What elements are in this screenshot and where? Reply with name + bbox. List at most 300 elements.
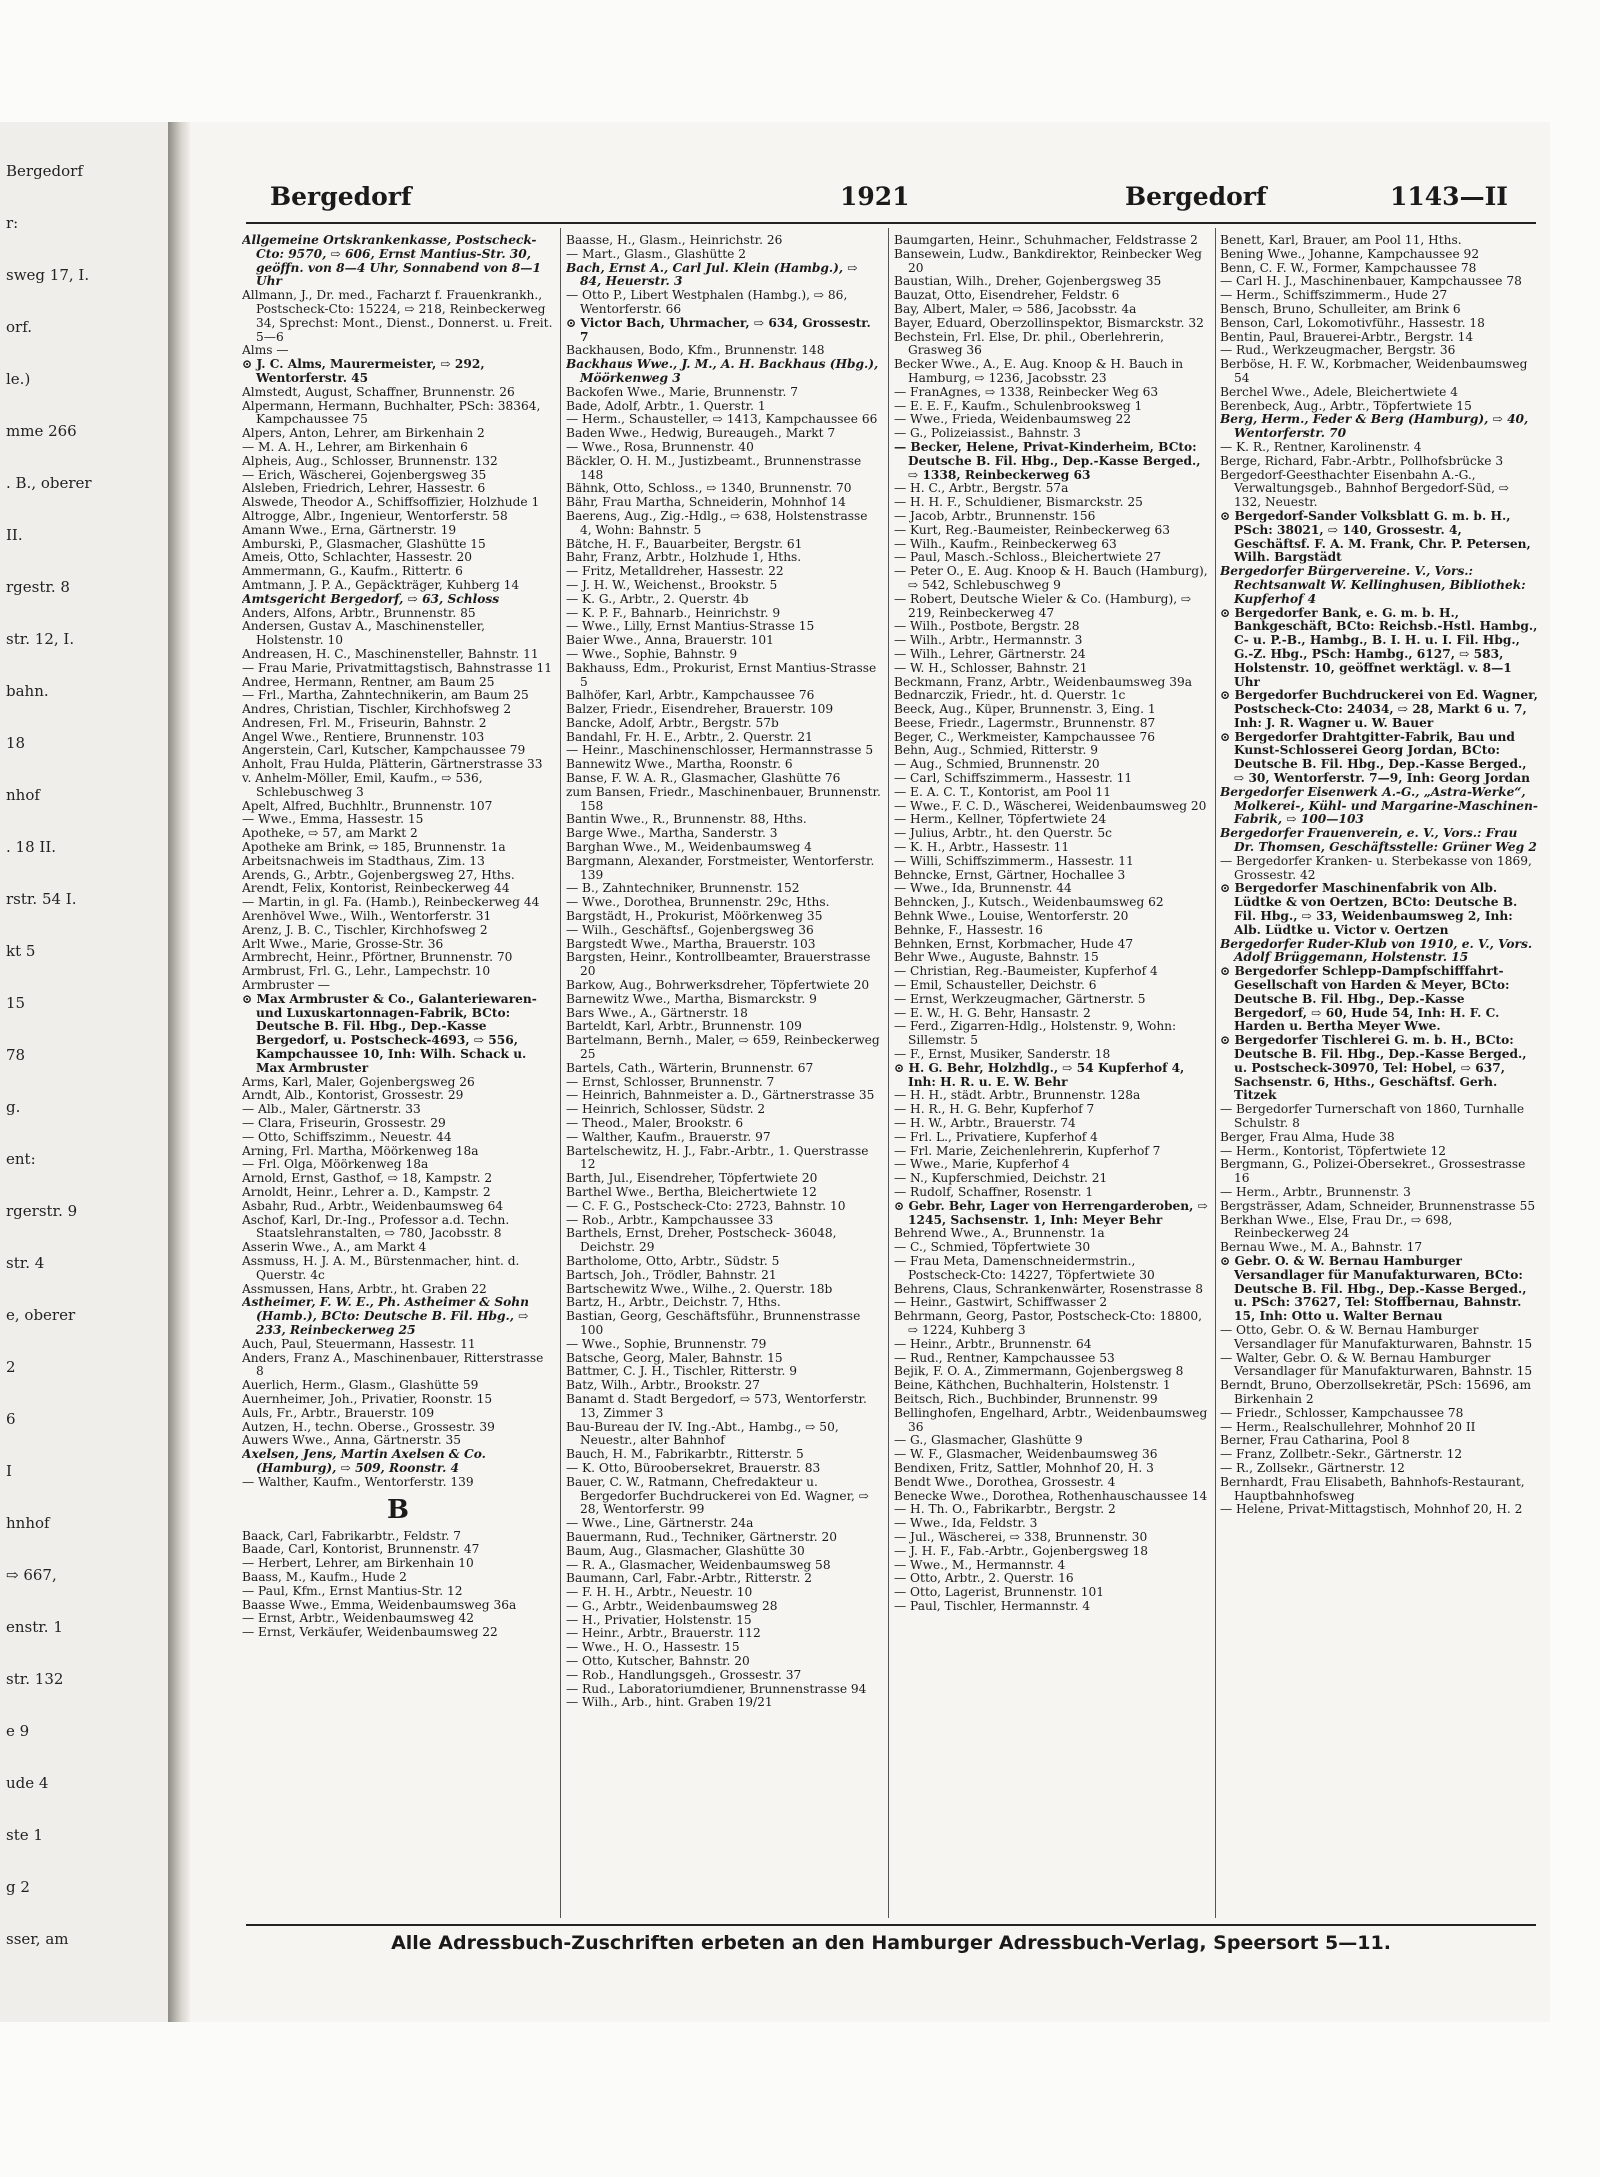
directory-entry: — Otto P., Libert Westphalen (Hambg.), ⇨ 86, Wentorferstr. 66 bbox=[566, 288, 848, 316]
adjacent-page-text: 78 bbox=[6, 1046, 26, 1064]
directory-entry: Asserin Wwe., A., am Markt 4 bbox=[242, 1240, 427, 1255]
directory-entry: Bancke, Adolf, Arbtr., Bergstr. 57b bbox=[566, 715, 779, 730]
directory-entry: Bade, Adolf, Arbtr., 1. Querstr. 1 bbox=[566, 398, 766, 413]
directory-entry: — Ernst, Verkäufer, Weidenbaumsweg 22 bbox=[242, 1625, 498, 1640]
directory-entry: — H., Privatier, Holstenstr. 15 bbox=[566, 1612, 752, 1627]
adjacent-page-text: orf. bbox=[6, 318, 32, 336]
directory-entry: — Frl., Martha, Zahntechnikerin, am Baum 25 bbox=[242, 688, 529, 703]
directory-entry: Bakhauss, Edm., Prokurist, Ernst Mantius-Strasse 5 bbox=[566, 660, 877, 689]
directory-entry: Baustian, Wilh., Dreher, Gojenbergsweg 35 bbox=[894, 274, 1162, 289]
directory-entry: Bensch, Bruno, Schulleiter, am Brink 6 bbox=[1220, 301, 1461, 316]
directory-entry: — Alb., Maler, Gärtnerstr. 33 bbox=[242, 1102, 421, 1117]
directory-entry: Bentin, Paul, Brauerei-Arbtr., Bergstr. 14 bbox=[1220, 329, 1474, 344]
directory-entry: Berchel Wwe., Adele, Bleichertwiete 4 bbox=[1220, 384, 1458, 399]
directory-entry: — Wwe., Frieda, Weidenbaumsweg 22 bbox=[894, 412, 1132, 427]
directory-entry: — H. H., städt. Arbtr., Brunnenstr. 128a bbox=[894, 1088, 1141, 1103]
directory-entry: Arends, G., Arbtr., Gojenbergsweg 27, Hths. bbox=[242, 867, 515, 882]
adjacent-page-text: II. bbox=[6, 526, 23, 544]
directory-entry: — Rud., Werkzeugmacher, Bergstr. 36 bbox=[1220, 343, 1456, 358]
directory-entry: Arendt, Felix, Kontorist, Reinbeckerweg 44 bbox=[242, 881, 510, 896]
directory-entry: Benn, C. F. W., Former, Kampchaussee 78 bbox=[1220, 260, 1477, 275]
directory-entry: — Wwe., Marie, Kupferhof 4 bbox=[894, 1157, 1070, 1172]
directory-entry: v. Anhelm-Möller, Emil, Kaufm., ⇨ 536, Schlebuschweg 3 bbox=[242, 771, 483, 799]
directory-entry: Anholt, Frau Hulda, Plätterin, Gärtnerstrasse 33 bbox=[242, 757, 543, 772]
directory-entry: Auls, Fr., Arbtr., Brauerstr. 109 bbox=[242, 1405, 435, 1420]
directory-entry: — J. H. F., Fab.-Arbtr., Gojenbergsweg 18 bbox=[894, 1543, 1149, 1558]
adjacent-page-text: . 18 II. bbox=[6, 838, 57, 856]
directory-entry: Behnk Wwe., Louise, Wentorferstr. 20 bbox=[894, 909, 1129, 924]
directory-entry: — Wilh., Geschäftsf., Gojenbergsweg 36 bbox=[566, 922, 814, 937]
directory-entry: — Rud., Rentner, Kampchaussee 53 bbox=[894, 1350, 1115, 1365]
directory-entry: — Carl, Schiffszimmerm., Hassestr. 11 bbox=[894, 771, 1133, 786]
directory-entry: — Friedr., Schlosser, Kampchaussee 78 bbox=[1220, 1405, 1464, 1420]
directory-entry: Bay, Albert, Maler, ⇨ 586, Jacobsstr. 4a bbox=[894, 301, 1137, 316]
directory-entry: Axelsen, Jens, Martin Axelsen & Co. (Hamburg), ⇨ 509, Roonstr. 4 bbox=[242, 1447, 486, 1475]
adjacent-page-text: ude 4 bbox=[6, 1774, 49, 1792]
directory-entry: Bargstedt Wwe., Martha, Brauerstr. 103 bbox=[566, 936, 816, 951]
directory-entry: Alpers, Anton, Lehrer, am Birkenhain 2 bbox=[242, 426, 485, 441]
directory-entry: — Rud., Laboratoriumdiener, Brunnenstrasse 94 bbox=[566, 1681, 867, 1696]
adjacent-page-text: 18 bbox=[6, 734, 26, 752]
directory-entry: — Wilh., Arb., hint. Graben 19/21 bbox=[566, 1695, 773, 1710]
directory-entry: — Otto, Kutscher, Bahnstr. 20 bbox=[566, 1654, 750, 1669]
directory-entry: — H. Th. O., Fabrikarbtr., Bergstr. 2 bbox=[894, 1502, 1116, 1517]
directory-entry: Backofen Wwe., Marie, Brunnenstr. 7 bbox=[566, 384, 798, 399]
book-gutter bbox=[168, 122, 190, 2022]
adjacent-page-text: le.) bbox=[6, 370, 31, 388]
directory-entry: — Rob., Handlungsgeh., Grossestr. 37 bbox=[566, 1667, 802, 1682]
directory-entry: Allmann, J., Dr. med., Facharzt f. Frauenkrankh., Postscheck-Cto: 15224, ⇨ 218, Reinbeckerweg 34, Sprechst: Mont., Dienst., Donnerst. u. Freit. 5—6 bbox=[242, 288, 553, 344]
directory-entry: — Wwe., Rosa, Brunnenstr. 40 bbox=[566, 439, 754, 454]
directory-entry: Bandahl, Fr. H. E., Arbtr., 2. Querstr. 21 bbox=[566, 729, 813, 744]
directory-entry: Bartholome, Otto, Arbtr., Südstr. 5 bbox=[566, 1253, 780, 1268]
directory-entry: — Ernst, Schlosser, Brunnenstr. 7 bbox=[566, 1074, 775, 1089]
column-separator bbox=[1215, 228, 1216, 1918]
column-4 bbox=[1220, 234, 1538, 1914]
directory-entry: — Franz, Zollbetr.-Sekr., Gärtnerstr. 12 bbox=[1220, 1447, 1463, 1462]
directory-entry: Assmuss, H. J. A. M., Bürstenmacher, hint. d. Querstr. 4c bbox=[242, 1253, 520, 1282]
directory-entry: Alsleben, Friedrich, Lehrer, Hassestr. 6 bbox=[242, 481, 486, 496]
directory-entry: — Wwe., F. C. D., Wäscherei, Weidenbaumsweg 20 bbox=[894, 798, 1207, 813]
directory-entry: ⊙ Bergedorfer Schlepp-Dampfschifffahrt-Gesellschaft von Harden & Meyer, BCto: Deutsche B. Fil. Hbg., Dep.-Kasse Bergedorf, ⇨ 60, Hude 54, Inh: H. F. C. Harden u. Bertha Meyer Wwe. bbox=[1220, 964, 1510, 1034]
directory-entry: Bellinghofen, Engelhard, Arbtr., Weidenbaumsweg 36 bbox=[894, 1405, 1208, 1434]
directory-entry: ⊙ Bergedorfer Buchdruckerei von Ed. Wagner, Postscheck-Cto: 24034, ⇨ 28, Markt 6 u. 7, Inh: J. R. Wagner u. W. Bauer bbox=[1220, 688, 1538, 730]
directory-entry: Baden Wwe., Hedwig, Bureaugeh., Markt 7 bbox=[566, 426, 836, 441]
directory-entry: Battmer, C. J. H., Tischler, Ritterstr. 9 bbox=[566, 1364, 797, 1379]
header-right-town: Bergedorf bbox=[1125, 182, 1267, 211]
directory-entry: Bartz, H., Arbtr., Deichstr. 7, Hths. bbox=[566, 1295, 781, 1310]
directory-entry: Bartels, Cath., Wärterin, Brunnenstr. 67 bbox=[566, 1060, 814, 1075]
adjacent-page-text: e 9 bbox=[6, 1722, 30, 1740]
adjacent-page-text: str. 132 bbox=[6, 1670, 64, 1688]
directory-entry: — Otto, Arbtr., 2. Querstr. 16 bbox=[894, 1571, 1074, 1586]
directory-entry: — Erich, Wäscherei, Gojenbergsweg 35 bbox=[242, 467, 487, 482]
directory-entry: Baier Wwe., Anna, Brauerstr. 101 bbox=[566, 633, 774, 648]
header-rule bbox=[246, 222, 1536, 224]
directory-entry: — Peter O., E. Aug. Knoop & H. Bauch (Hamburg), ⇨ 542, Schlebuschweg 9 bbox=[894, 564, 1208, 592]
adjacent-page-text: ste 1 bbox=[6, 1826, 43, 1844]
directory-entry: Bednarczik, Friedr., ht. d. Querstr. 1c bbox=[894, 688, 1126, 703]
directory-entry: — H. R., H. G. Behr, Kupferhof 7 bbox=[894, 1102, 1095, 1117]
header-page-number: 1143—II bbox=[1390, 182, 1508, 211]
directory-entry: ⊙ Victor Bach, Uhrmacher, ⇨ 634, Grossestr. 7 bbox=[566, 315, 871, 344]
directory-entry: Behncke, Ernst, Gärtner, Hochallee 3 bbox=[894, 867, 1126, 882]
directory-entry: Autzen, H., techn. Oberse., Grossestr. 39 bbox=[242, 1419, 495, 1434]
adjacent-page-text: 15 bbox=[6, 994, 26, 1012]
directory-entry: Arnoldt, Heinr., Lehrer a. D., Kampstr. 2 bbox=[242, 1184, 491, 1199]
adjacent-page-text: str. 4 bbox=[6, 1254, 45, 1272]
directory-entry: — Mart., Glasm., Glashütte 2 bbox=[566, 246, 746, 261]
directory-entry: — Wilh., Lehrer, Gärtnerstr. 24 bbox=[894, 646, 1086, 661]
directory-entry: — Ferd., Zigarren-Hdlg., Holstenstr. 9, Wohn: Sillemstr. 5 bbox=[894, 1019, 1177, 1048]
adjacent-page-text: mme 266 bbox=[6, 422, 77, 440]
adjacent-page-text: ⇨ 667, bbox=[6, 1566, 57, 1584]
directory-entry: Aschof, Karl, Dr.-Ing., Professor a.d. Techn. Staatslehranstalten, ⇨ 780, Jacobsstr. 8 bbox=[242, 1212, 510, 1241]
directory-entry: Bau-Bureau der IV. Ing.-Abt., Hambg., ⇨ 50, Neuestr., alter Bahnhof bbox=[566, 1419, 839, 1448]
column-1 bbox=[242, 234, 554, 1914]
directory-entry: Barthels, Ernst, Dreher, Postscheck- 36048, Deichstr. 29 bbox=[566, 1226, 837, 1255]
directory-entry: Bergedorfer Frauenverein, e. V., Vors.: Frau Dr. Thomsen, Geschäftsstelle: Grüner Weg 2 bbox=[1220, 826, 1537, 855]
directory-entry: Beese, Friedr., Lagermstr., Brunnenstr. 87 bbox=[894, 715, 1156, 730]
directory-entry: Armbruster — bbox=[242, 978, 330, 993]
directory-entry: — G., Glasmacher, Glashütte 9 bbox=[894, 1433, 1083, 1448]
directory-entry: ⊙ H. G. Behr, Holzhdlg., ⇨ 54 Kupferhof 4, Inh: H. R. u. E. W. Behr bbox=[894, 1060, 1185, 1089]
adjacent-page-text: g 2 bbox=[6, 1878, 30, 1896]
directory-entry: Baass, M., Kaufm., Hude 2 bbox=[242, 1569, 407, 1584]
directory-entry: — Wwe., Ida, Brunnenstr. 44 bbox=[894, 881, 1072, 896]
directory-entry: Berg, Herm., Feder & Berg (Hamburg), ⇨ 40, Wentorferstr. 70 bbox=[1220, 412, 1529, 441]
directory-entry: Beitsch, Rich., Buchbinder, Brunnenstr. 99 bbox=[894, 1391, 1158, 1406]
directory-entry: Backhausen, Bodo, Kfm., Brunnenstr. 148 bbox=[566, 343, 825, 358]
directory-entry: ⊙ Bergedorfer Drahtgitter-Fabrik, Bau und Kunst-Schlosserei Georg Jordan, BCto: Deutsche B. Fil. Hbg., Dep.-Kasse Berged., ⇨ 30, Wentorferstr. 7—9, Inh: Georg Jordan bbox=[1220, 729, 1530, 786]
directory-entry: Alms — bbox=[242, 343, 289, 358]
directory-entry: Bechstein, Frl. Else, Dr. phil., Oberlehrerin, Grasweg 36 bbox=[894, 329, 1164, 358]
directory-entry: Beeck, Aug., Küper, Brunnenstr. 3, Eing. 1 bbox=[894, 702, 1156, 717]
directory-entry: Bargmann, Alexander, Forstmeister, Wentorferstr. 139 bbox=[566, 853, 875, 882]
directory-entry: Amtmann, J. P. A., Gepäckträger, Kuhberg 14 bbox=[242, 577, 520, 592]
directory-entry: Amtsgericht Bergedorf, ⇨ 63, Schloss bbox=[242, 591, 500, 606]
directory-entry: — F., Ernst, Musiker, Sanderstr. 18 bbox=[894, 1047, 1111, 1062]
directory-entry: — Rudolf, Schaffner, Rosenstr. 1 bbox=[894, 1184, 1094, 1199]
directory-entry: — R., Zollsekr., Gärtnerstr. 12 bbox=[1220, 1460, 1405, 1475]
adjacent-page-text: . B., oberer bbox=[6, 474, 92, 492]
directory-entry: Baum, Aug., Glasmacher, Glashütte 30 bbox=[566, 1543, 805, 1558]
adjacent-page-text: str. 12, I. bbox=[6, 630, 75, 648]
directory-entry: Behn, Aug., Schmied, Ritterstr. 9 bbox=[894, 743, 1098, 758]
directory-entry: Batz, Wilh., Arbtr., Brookstr. 27 bbox=[566, 1378, 761, 1393]
directory-entry: Bantin Wwe., R., Brunnenstr. 88, Hths. bbox=[566, 812, 807, 827]
directory-entry: Alpermann, Hermann, Buchhalter, PSch: 38364, Kampchaussee 75 bbox=[242, 398, 541, 427]
adjacent-page-text: e, oberer bbox=[6, 1306, 76, 1324]
directory-entry: Anders, Franz A., Maschinenbauer, Ritterstrasse 8 bbox=[242, 1350, 544, 1379]
directory-entry: Alswede, Theodor A., Schiffsoffizier, Holzhude 1 bbox=[242, 495, 540, 510]
directory-entry: Bähr, Frau Martha, Schneiderin, Mohnhof 14 bbox=[566, 495, 846, 510]
directory-entry: Barge Wwe., Martha, Sanderstr. 3 bbox=[566, 826, 778, 841]
directory-entry: Bach, Ernst A., Carl Jul. Klein (Hambg.), ⇨ 84, Heuerstr. 3 bbox=[566, 260, 858, 289]
directory-entry: Arlt Wwe., Marie, Grosse-Str. 36 bbox=[242, 936, 444, 951]
directory-entry: — K. R., Rentner, Karolinenstr. 4 bbox=[1220, 439, 1422, 454]
directory-entry: Ammermann, G., Kaufm., Rittertr. 6 bbox=[242, 564, 463, 579]
directory-entry: Berger, Frau Alma, Hude 38 bbox=[1220, 1129, 1395, 1144]
adjacent-page-text: rgerstr. 9 bbox=[6, 1202, 78, 1220]
directory-entry: Bendixen, Fritz, Sattler, Mohnhof 20, H. 3 bbox=[894, 1460, 1154, 1475]
directory-entry: — Wwe., Lilly, Ernst Mantius-Strasse 15 bbox=[566, 619, 815, 634]
directory-entry: Almstedt, August, Schaffner, Brunnenstr. 26 bbox=[242, 384, 515, 399]
directory-entry: Behnken, Ernst, Korbmacher, Hude 47 bbox=[894, 936, 1134, 951]
directory-entry: — J. H. W., Weichenst., Brookstr. 5 bbox=[566, 577, 778, 592]
directory-entry: Bartsch, Joh., Trödler, Bahnstr. 21 bbox=[566, 1267, 777, 1282]
directory-entry: Barth, Jul., Eisendreher, Töpfertwiete 20 bbox=[566, 1171, 818, 1186]
directory-entry: Auch, Paul, Steuermann, Hassestr. 11 bbox=[242, 1336, 476, 1351]
directory-entry: Auerlich, Herm., Glasm., Glashütte 59 bbox=[242, 1378, 479, 1393]
column-separator bbox=[560, 228, 561, 1918]
directory-entry: — B., Zahntechniker, Brunnenstr. 152 bbox=[566, 881, 800, 896]
directory-entry: — Willi, Schiffszimmerm., Hassestr. 11 bbox=[894, 853, 1134, 868]
directory-entry: — Frl. Marie, Zeichenlehrerin, Kupferhof 7 bbox=[894, 1143, 1161, 1158]
adjacent-page-text: ent: bbox=[6, 1150, 36, 1168]
directory-entry: — G., Polizeiassist., Bahnstr. 3 bbox=[894, 426, 1081, 441]
directory-entry: Behncken, J., Kutsch., Weidenbaumsweg 62 bbox=[894, 895, 1164, 910]
directory-entry: Bähnk, Otto, Schloss., ⇨ 1340, Brunnenstr. 70 bbox=[566, 481, 852, 496]
column-3 bbox=[894, 234, 1210, 1914]
directory-entry: ⊙ Gebr. Behr, Lager von Herrengarderoben, ⇨ 1245, Sachsenstr. 1, Inh: Meyer Behr bbox=[894, 1198, 1208, 1227]
directory-entry: — E. E. F., Kaufm., Schulenbrooksweg 1 bbox=[894, 398, 1143, 413]
section-letter: B bbox=[387, 1494, 409, 1525]
directory-entry: Arning, Frl. Martha, Möörkenweg 18a bbox=[242, 1143, 479, 1158]
directory-entry: Bergedorfer Eisenwerk A.-G., „Astra-Werke“, Molkerei-, Kühl- und Margarine-Maschinen-Fabrik, ⇨ 100—103 bbox=[1220, 784, 1538, 827]
directory-entry: Bernau Wwe., M. A., Bahnstr. 17 bbox=[1220, 1240, 1423, 1255]
directory-entry: Bergsträsser, Adam, Schneider, Brunnenstrasse 55 bbox=[1220, 1198, 1536, 1213]
directory-entry: Armbrust, Frl. G., Lehr., Lampechstr. 10 bbox=[242, 964, 491, 979]
directory-entry: — Clara, Friseurin, Grossestr. 29 bbox=[242, 1116, 446, 1130]
adjacent-page-text: sser, am bbox=[6, 1930, 69, 1948]
directory-entry: Apotheke am Brink, ⇨ 185, Brunnenstr. 1a bbox=[242, 840, 506, 855]
directory-entry: Bahr, Franz, Arbtr., Holzhude 1, Hths. bbox=[566, 550, 802, 565]
directory-entry: Bening Wwe., Johanne, Kampchaussee 92 bbox=[1220, 246, 1480, 261]
directory-entry: Balzer, Friedr., Eisendreher, Brauerstr. 109 bbox=[566, 702, 834, 717]
directory-entry: — Otto, Schiffszimm., Neuestr. 44 bbox=[242, 1129, 452, 1144]
directory-entry: Berkhan Wwe., Else, Frau Dr., ⇨ 698, Reinbeckerweg 24 bbox=[1220, 1212, 1453, 1241]
directory-entry: — Heinr., Gastwirt, Schiffwasser 2 bbox=[894, 1295, 1108, 1310]
directory-entry: Berndt, Bruno, Oberzollsekretär, PSch: 15696, am Birkenhain 2 bbox=[1220, 1378, 1532, 1406]
directory-entry: — Heinr., Arbtr., Brauerstr. 112 bbox=[566, 1626, 761, 1641]
directory-entry: Bergedorfer Bürgervereine. V., Vors.: Rechtsanwalt W. Kellinghusen, Bibliothek: Kupferhof 4 bbox=[1220, 564, 1526, 606]
directory-entry: Bernhardt, Frau Elisabeth, Bahnhofs-Restaurant, Hauptbahnhofsweg bbox=[1220, 1474, 1525, 1503]
directory-entry: — Wwe., Sophie, Brunnenstr. 79 bbox=[566, 1336, 767, 1351]
directory-entry: Baumann, Carl, Fabr.-Arbtr., Ritterstr. 2 bbox=[566, 1571, 813, 1586]
directory-entry: — Wwe., Sophie, Bahnstr. 9 bbox=[566, 646, 738, 661]
directory-entry: — R. A., Glasmacher, Weidenbaumsweg 58 bbox=[566, 1557, 831, 1572]
directory-entry: Berböse, H. F. W., Korbmacher, Weidenbaumsweg 54 bbox=[1220, 357, 1528, 385]
directory-entry: Arms, Karl, Maler, Gojenbergsweg 26 bbox=[242, 1074, 475, 1089]
adjacent-page-text: r: bbox=[6, 214, 19, 232]
directory-entry: ⊙ Bergedorfer Maschinenfabrik von Alb. Lüdtke & von Oertzen, BCto: Deutsche B. Fil. Hbg., ⇨ 33, Weidenbaumsweg 2, Inh: Alb. Lüdtke u. Victor v. Oertzen bbox=[1220, 881, 1518, 937]
directory-entry: Bauer, C. W., Ratmann, Chefredakteur u. Bergedorfer Buchdruckerei von Ed. Wagner, ⇨ 28, Wentorferstr. 99 bbox=[566, 1474, 870, 1517]
adjacent-page-text: Bergedorf bbox=[6, 162, 83, 180]
adjacent-page-text: bahn. bbox=[6, 682, 49, 700]
directory-entry: — Paul, Tischler, Hermannstr. 4 bbox=[894, 1598, 1091, 1613]
directory-entry: — Julius, Arbtr., ht. den Querstr. 5c bbox=[894, 826, 1112, 841]
directory-entry: Behrmann, Georg, Pastor, Postscheck-Cto: 18800, ⇨ 1224, Kuhberg 3 bbox=[894, 1309, 1203, 1337]
header-year: 1921 bbox=[840, 182, 910, 211]
directory-entry: Assmussen, Hans, Arbtr., ht. Graben 22 bbox=[242, 1281, 487, 1296]
directory-entry: — H. C., Arbtr., Bergstr. 57a bbox=[894, 481, 1069, 496]
directory-entry: — Wwe., Ida, Feldstr. 3 bbox=[894, 1516, 1038, 1531]
directory-entry: Baasse Wwe., Emma, Weidenbaumsweg 36a bbox=[242, 1597, 517, 1612]
directory-entry: — Jacob, Arbtr., Brunnenstr. 156 bbox=[894, 508, 1096, 523]
directory-entry: — K. P. F., Bahnarb., Heinrichstr. 9 bbox=[566, 605, 781, 620]
directory-entry: — K. G., Arbtr., 2. Querstr. 4b bbox=[566, 591, 749, 606]
adjacent-page-text: 2 bbox=[6, 1358, 16, 1376]
directory-entry: Asbahr, Rud., Arbtr., Weidenbaumsweg 64 bbox=[242, 1198, 504, 1213]
directory-entry: Berner, Frau Catharina, Pool 8 bbox=[1220, 1433, 1410, 1448]
directory-entry: — Wwe., Line, Gärtnerstr. 24a bbox=[566, 1516, 754, 1531]
directory-entry: — Bergedorfer Turnerschaft von 1860, Turnhalle Schulstr. 8 bbox=[1220, 1102, 1525, 1130]
directory-entry: Bejik, F. O. A., Zimmermann, Gojenbergsweg 8 bbox=[894, 1364, 1184, 1379]
directory-entry: Alpheis, Aug., Schlosser, Brunnenstr. 132 bbox=[242, 453, 498, 468]
directory-entry: — FranAgnes, ⇨ 1338, Reinbecker Weg 63 bbox=[894, 384, 1159, 399]
directory-entry: — Walter, Gebr. O. & W. Bernau Hamburger Versandlager für Manufakturwaren, Bahnstr. 15 bbox=[1220, 1350, 1533, 1379]
directory-entry: Andersen, Gustav A., Maschinensteller, Holstenstr. 10 bbox=[242, 619, 485, 648]
adjacent-page-text: sweg 17, I. bbox=[6, 266, 90, 284]
directory-entry: Behr Wwe., Auguste, Bahnstr. 15 bbox=[894, 950, 1099, 965]
directory-entry: Bars Wwe., A., Gärtnerstr. 18 bbox=[566, 1005, 748, 1020]
directory-entry: Balhöfer, Karl, Arbtr., Kampchaussee 76 bbox=[566, 688, 815, 703]
column-separator bbox=[888, 228, 889, 1918]
directory-entry: Baasse, H., Glasm., Heinrichstr. 26 bbox=[566, 234, 783, 247]
directory-entry: Bergedorf-Geesthachter Eisenbahn A.-G., Verwaltungsgeb., Bahnhof Bergedorf-Süd, ⇨ 132, Neuestr. bbox=[1220, 467, 1510, 510]
directory-entry: — Robert, Deutsche Wieler & Co. (Hamburg), ⇨ 219, Reinbeckerweg 47 bbox=[894, 591, 1192, 620]
directory-entry: — Herm., Realschullehrer, Mohnhof 20 II bbox=[1220, 1419, 1476, 1434]
directory-entry: Beger, C., Werkmeister, Kampchaussee 76 bbox=[894, 729, 1155, 744]
directory-entry: Banamt d. Stadt Bergedorf, ⇨ 573, Wentorferstr. 13, Zimmer 3 bbox=[566, 1391, 867, 1420]
adjacent-page-text: nhof bbox=[6, 786, 40, 804]
directory-entry: Apotheke, ⇨ 57, am Markt 2 bbox=[242, 826, 418, 841]
directory-entry: Auernheimer, Joh., Privatier, Roonstr. 15 bbox=[242, 1391, 493, 1406]
header-left-town: Bergedorf bbox=[270, 182, 412, 211]
directory-entry: — M. A. H., Lehrer, am Birkenhain 6 bbox=[242, 439, 468, 454]
directory-entry: Bartelschewitz, H. J., Fabr.-Arbtr., 1. Querstrasse 12 bbox=[566, 1143, 869, 1172]
directory-entry: Armbrecht, Heinr., Pförtner, Brunnenstr. 70 bbox=[242, 950, 513, 965]
directory-entry: — H. H. F., Schuldiener, Bismarckstr. 25 bbox=[894, 495, 1143, 510]
directory-entry: Berge, Richard, Fabr.-Arbtr., Pollhofsbrücke 3 bbox=[1220, 453, 1504, 468]
directory-entry: Anders, Alfons, Arbtr., Brunnenstr. 85 bbox=[242, 605, 476, 620]
directory-entry: Banse, F. W. A. R., Glasmacher, Glashütte 76 bbox=[566, 771, 841, 786]
directory-entry: — N., Kupferschmied, Deichstr. 21 bbox=[894, 1171, 1108, 1186]
directory-entry: Ameis, Otto, Schlachter, Hassestr. 20 bbox=[242, 550, 473, 565]
directory-entry: — Wilh., Arbtr., Hermannstr. 3 bbox=[894, 633, 1083, 648]
directory-entry: Bauzat, Otto, Eisendreher, Feldstr. 6 bbox=[894, 288, 1120, 303]
directory-entry: — Walther, Kaufm., Brauerstr. 97 bbox=[566, 1129, 771, 1144]
directory-entry: Auwers Wwe., Anna, Gärtnerstr. 35 bbox=[242, 1433, 462, 1448]
directory-entry: — Bergedorfer Kranken- u. Sterbekasse von 1869, Grossestr. 42 bbox=[1220, 853, 1532, 882]
directory-entry: Beckmann, Franz, Arbtr., Weidenbaumsweg 39a bbox=[894, 674, 1192, 689]
directory-entry: — Herbert, Lehrer, am Birkenhain 10 bbox=[242, 1556, 474, 1571]
directory-entry: — Martin, in gl. Fa. (Hamb.), Reinbeckerweg 44 bbox=[242, 895, 540, 910]
directory-entry: — Wwe., M., Hermannstr. 4 bbox=[894, 1557, 1066, 1572]
adjacent-page-text: 6 bbox=[6, 1410, 16, 1428]
directory-entry: Bauermann, Rud., Techniker, Gärtnerstr. 20 bbox=[566, 1529, 837, 1544]
directory-entry: Benson, Carl, Lokomotivführ., Hassestr. 18 bbox=[1220, 315, 1485, 330]
directory-entry: — Ernst, Werkzeugmacher, Gärtnerstr. 5 bbox=[894, 991, 1146, 1006]
directory-entry: — Wilh., Kaufm., Reinbeckerweg 63 bbox=[894, 536, 1117, 551]
directory-entry: Amburski, P., Glasmacher, Glashütte 15 bbox=[242, 536, 486, 551]
directory-entry: Barnewitz Wwe., Martha, Bismarckstr. 9 bbox=[566, 991, 817, 1006]
directory-entry: Bannewitz Wwe., Martha, Roonstr. 6 bbox=[566, 757, 793, 772]
directory-entry: Andreasen, H. C., Maschinensteller, Bahnstr. 11 bbox=[242, 646, 539, 661]
directory-entry: ⊙ Bergedorfer Bank, e. G. m. b. H., Bankgeschäft, BCto: Reichsb.-Hstl. Hambg., C- u. P.-B., Hambg., B. I. H. u. I. Fil. Hbg., G.-Z. Hbg., PSch: Hambg., 6127, ⇨ 583, Holstenstr. 10, geöffnet werktägl. v. 8—1 Uhr bbox=[1220, 605, 1538, 689]
directory-entry: — C. F. G., Postscheck-Cto: 2723, Bahnstr. 10 bbox=[566, 1198, 846, 1213]
directory-entry: zum Bansen, Friedr., Maschinenbauer, Brunnenstr. 158 bbox=[566, 784, 881, 813]
directory-entry: — E. A. C. T., Kontorist, am Pool 11 bbox=[894, 784, 1112, 799]
directory-entry: Bartschewitz Wwe., Wilhe., 2. Querstr. 18b bbox=[566, 1281, 833, 1296]
directory-entry: — Paul, Kfm., Ernst Mantius-Str. 12 bbox=[242, 1583, 463, 1598]
directory-entry: Bergmann, G., Polizei-Obersekret., Grossestrasse 16 bbox=[1220, 1157, 1526, 1186]
directory-entry: — W. H., Schlosser, Bahnstr. 21 bbox=[894, 660, 1088, 675]
directory-entry: Baade, Carl, Kontorist, Brunnenstr. 47 bbox=[242, 1542, 480, 1557]
directory-entry: — Herm., Arbtr., Brunnenstr. 3 bbox=[1220, 1184, 1411, 1199]
directory-entry: ⊙ Bergedorf-Sander Volksblatt G. m. b. H., PSch: 38021, ⇨ 140, Grossestr. 4, Geschäftsf. F. A. M. Frank, Chr. P. Petersen, Wilh. Bargstädt bbox=[1220, 508, 1531, 565]
directory-entry: Bastian, Georg, Geschäftsführ., Brunnenstrasse 100 bbox=[566, 1309, 861, 1337]
directory-entry: — Otto, Lagerist, Brunnenstr. 101 bbox=[894, 1585, 1104, 1600]
directory-entry: Bendt Wwe., Dorothea, Grossestr. 4 bbox=[894, 1474, 1116, 1489]
directory-entry: Barghan Wwe., M., Weidenbaumsweg 4 bbox=[566, 840, 812, 855]
adjacent-page-text: rgestr. 8 bbox=[6, 578, 70, 596]
directory-entry: Arndt, Alb., Kontorist, Grossestr. 29 bbox=[242, 1088, 464, 1103]
directory-entry: Behnke, F., Hassestr. 16 bbox=[894, 922, 1043, 937]
directory-entry: Barteldt, Karl, Arbtr., Brunnenstr. 109 bbox=[566, 1019, 802, 1034]
directory-entry: — Aug., Schmied, Brunnenstr. 20 bbox=[894, 757, 1100, 772]
directory-entry: — Frl. L., Privatiere, Kupferhof 4 bbox=[894, 1129, 1098, 1144]
directory-entry: Bätche, H. F., Bauarbeiter, Bergstr. 61 bbox=[566, 536, 803, 551]
page-header bbox=[190, 182, 1550, 222]
directory-entry: Altrogge, Albr., Ingenieur, Wentorferstr. 58 bbox=[242, 508, 508, 523]
adjacent-page-text: I bbox=[6, 1462, 12, 1480]
directory-entry: ⊙ Gebr. O. & W. Bernau Hamburger Versandlager für Manufakturwaren, BCto: Deutsche B. Fil. Hbg., Dep.-Kasse Berged., u. PSch: 37627, Tel: Stoffbernau, Bahnstr. 15, Inh: Otto u. Walter Bernau bbox=[1220, 1253, 1527, 1324]
directory-entry: Angerstein, Carl, Kutscher, Kampchaussee 79 bbox=[242, 743, 526, 758]
directory-entry: ⊙ J. C. Alms, Maurermeister, ⇨ 292, Wentorferstr. 45 bbox=[242, 357, 485, 385]
directory-entry: — Heinrich, Schlosser, Südstr. 2 bbox=[566, 1102, 766, 1117]
directory-entry: — K. H., Arbtr., Hassestr. 11 bbox=[894, 840, 1070, 855]
directory-entry: — Heinr., Maschinenschlosser, Hermannstrasse 5 bbox=[566, 743, 874, 758]
directory-entry: — Fritz, Metalldreher, Hassestr. 22 bbox=[566, 564, 784, 579]
directory-entry: — Herm., Kontorist, Töpfertwiete 12 bbox=[1220, 1143, 1447, 1158]
directory-entry: — Helene, Privat-Mittagstisch, Mohnhof 20, H. 2 bbox=[1220, 1502, 1523, 1517]
directory-entry: — Wilh., Postbote, Bergstr. 28 bbox=[894, 619, 1080, 634]
directory-entry: — Herm., Schiffszimmerm., Hude 27 bbox=[1220, 288, 1448, 303]
directory-entry: ⊙ Bergedorfer Tischlerei G. m. b. H., BCto: Deutsche B. Fil. Hbg., Dep.-Kasse Berged., u. Postscheck-30970, Tel: Hobel, ⇨ 637, Sachsenstr. 6, Hths., Geschäftsf. Gerh. Titzek bbox=[1220, 1033, 1527, 1103]
adjacent-page-text: enstr. 1 bbox=[6, 1618, 63, 1636]
directory-entry: Bargsten, Heinr., Kontrollbeamter, Brauerstrasse 20 bbox=[566, 950, 871, 979]
directory-entry: — C., Schmied, Töpfertwiete 30 bbox=[894, 1240, 1091, 1255]
directory-entry: — F. H. H., Arbtr., Neuestr. 10 bbox=[566, 1585, 753, 1600]
directory-entry: Benecke Wwe., Dorothea, Rothenhauschaussee 14 bbox=[894, 1488, 1208, 1503]
directory-entry: — Rob., Arbtr., Kampchaussee 33 bbox=[566, 1212, 774, 1227]
directory-entry: — Herm., Kellner, Töpfertwiete 24 bbox=[894, 812, 1107, 827]
directory-entry: Behrens, Claus, Schrankenwärter, Rosenstrasse 8 bbox=[894, 1281, 1203, 1296]
page-footer: Alle Adressbuch-Zuschriften erbeten an den Hamburger Adressbuch-Verlag, Speersort 5—11. bbox=[246, 1924, 1536, 1962]
directory-entry: Beine, Käthchen, Buchhalterin, Holstenstr. 1 bbox=[894, 1378, 1171, 1393]
directory-entry: Allgemeine Ortskrankenkasse, Postscheck-Cto: 9570, ⇨ 606, Ernst Mantius-Str. 30, geöffn. von 8—4 Uhr, Sonnabend von 8—1 Uhr bbox=[242, 234, 541, 289]
directory-entry: Arenhövel Wwe., Wilh., Wentorferstr. 31 bbox=[242, 909, 492, 924]
directory-entry: — Wwe., H. O., Hassestr. 15 bbox=[566, 1640, 740, 1655]
directory-entry: — K. Otto, Büroobersekret, Brauerstr. 83 bbox=[566, 1460, 821, 1475]
column-2 bbox=[566, 234, 882, 1914]
directory-entry: Berenbeck, Aug., Arbtr., Töpfertwiete 15 bbox=[1220, 398, 1472, 413]
adjacent-page-fragment bbox=[0, 122, 170, 2022]
directory-entry: Bayer, Eduard, Oberzollinspektor, Bismarckstr. 32 bbox=[894, 315, 1204, 330]
directory-entry: Arenz, J. B. C., Tischler, Kirchhofsweg 2 bbox=[242, 922, 488, 937]
